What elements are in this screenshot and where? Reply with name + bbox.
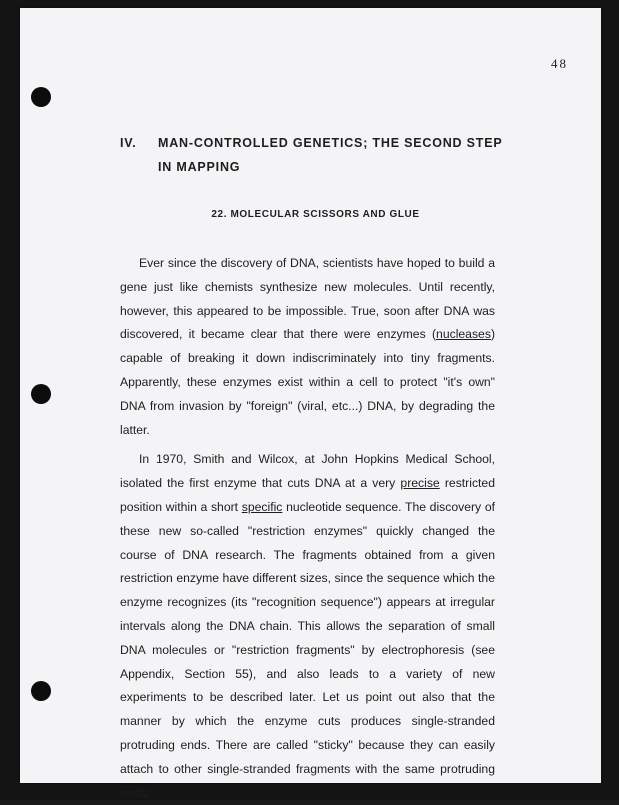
underlined-term-precise: precise [400,476,440,491]
underlined-term-specific: specific [241,499,283,514]
chapter-number: IV. [120,136,137,150]
binder-hole-bottom [31,681,51,701]
underlined-term-nucleases: nucleases [436,327,491,342]
page-number: 48 [551,56,568,71]
binder-hole-top [31,87,51,107]
paragraph-1-text-b: ) capable of breaking it down indiscriminately into tiny fragments. Apparently, these enzymes exist within a cell to protect "it's own" DNA from invasion by "foreign" (viral, etc...) DNA, by degrading the latter. [120,327,495,437]
binder-hole-middle [31,384,51,404]
document-page [20,8,601,800]
paragraph-1 [120,252,495,442]
body-text [120,252,495,805]
paragraph-2 [120,448,495,805]
paragraph-2-text-b: restricted position within a short [120,476,495,514]
paragraph-2-text-c: nucleotide sequence. The discovery of these new so-called "restriction enzymes" quickly changed the course of DNA research. The fragments obtained from a given restriction enzyme have different sizes, since the sequence which the enzyme recognizes (its "recognition sequence") appears at irregular intervals along the DNA chain. This allows the separation of small DNA molecules or "restriction fragments" by electrophoresis (see Appendix, Section 55), and also leads to a variety of new experiments to be described later. Let us point out also that the manner by which the enzyme cuts produces single-stranded protruding ends. There are called "sticky" because they can easily attach to other single-stranded fragments with the same protruding ends. [120,499,495,800]
chapter-title: MAN-CONTROLLED GENETICS; THE SECOND STEP IN MAPPING [158,136,503,174]
section-heading: 22. MOLECULAR SCISSORS AND GLUE [211,209,420,220]
paragraph-2-text-a: In 1970, Smith and Wilcox, at John Hopkins Medical School, isolated the first enzyme that cuts DNA at a very [120,452,495,491]
chapter-heading [120,131,520,179]
paragraph-1-text-a: Ever since the discovery of DNA, scientists have hoped to build a gene just like chemists synthesize new molecules. Until recently, however, this appeared to be impossible. True, soon after DNA was discovered, it became clear that there were enzymes ( [120,256,495,342]
